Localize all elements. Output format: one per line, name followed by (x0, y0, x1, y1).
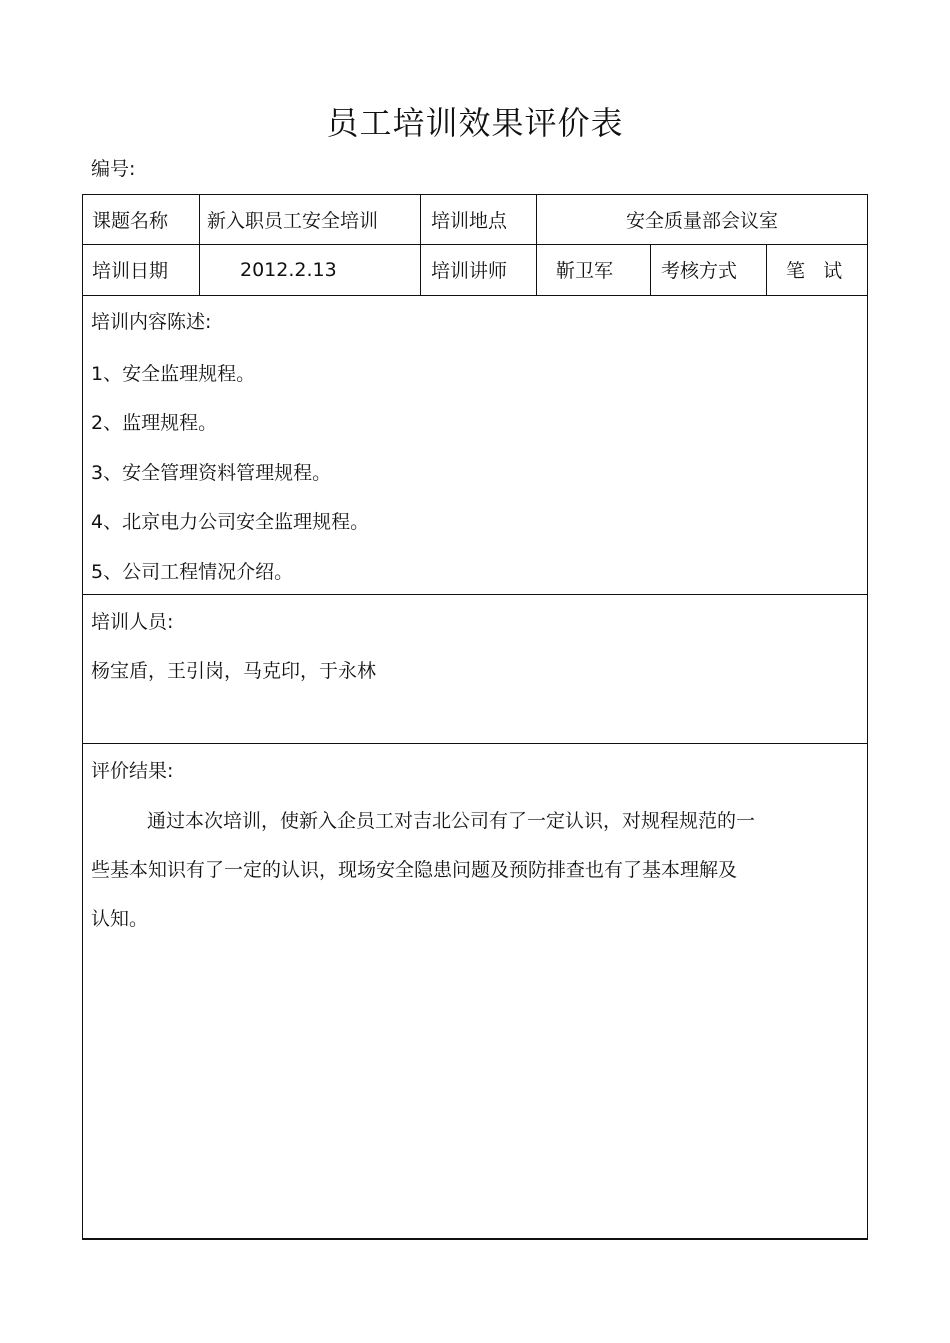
list-item: 1、安全监理规程。 (91, 363, 256, 385)
evaluation-text-line: 些基本知识有了一定的认识，现场安全隐患问题及预防排查也有了基本理解及 (91, 859, 738, 881)
date-value: 2012.2.13 (240, 258, 337, 281)
evaluation-text-line: 通过本次培训，使新入企员工对吉北公司有了一定认识，对规程规范的一 (147, 810, 756, 832)
participants-names: 杨宝盾，王引岗，马克印，于永林 (91, 660, 377, 682)
list-item: 5、公司工程情况介绍。 (91, 561, 294, 583)
topic-value: 新入职员工安全培训 (207, 210, 379, 232)
exam-method-label: 考核方式 (661, 260, 738, 282)
participants-section (83, 594, 867, 743)
evaluation-form-table (82, 194, 868, 1240)
list-item: 3、安全管理资料管理规程。 (91, 462, 332, 484)
serial-number-label: 编号: (91, 158, 136, 180)
list-item: 2、监理规程。 (91, 412, 218, 434)
participants-label: 培训人员: (91, 611, 174, 633)
lecturer-label: 培训讲师 (431, 260, 508, 282)
location-value: 安全质量部会议室 (625, 210, 778, 232)
date-row (83, 244, 867, 295)
topic-label: 课题名称 (92, 210, 169, 232)
lecturer-value: 靳卫军 (556, 260, 614, 282)
training-content-section (83, 295, 867, 594)
evaluation-section (83, 743, 867, 1238)
topic-row (83, 195, 867, 244)
evaluation-text-line: 认知。 (91, 908, 149, 930)
list-item: 4、北京电力公司安全监理规程。 (91, 511, 370, 533)
exam-method-value: 笔 试 (786, 260, 843, 282)
evaluation-label: 评价结果: (91, 760, 174, 782)
location-label: 培训地点 (431, 210, 508, 232)
date-label: 培训日期 (92, 260, 169, 282)
page-title: 员工培训效果评价表 (326, 104, 624, 142)
training-content-label: 培训内容陈述: (91, 311, 212, 333)
